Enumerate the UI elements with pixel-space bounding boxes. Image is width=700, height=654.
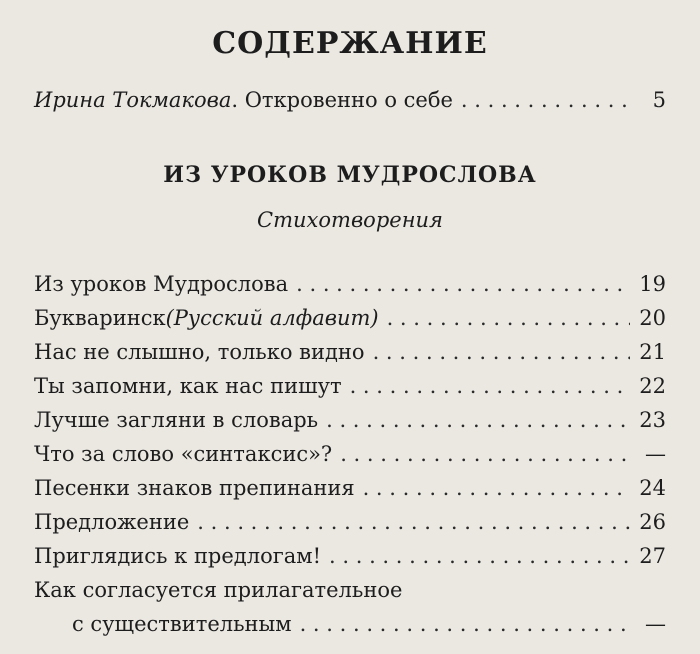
toc-entry	[34, 442, 666, 476]
toc-entry-continuation	[34, 612, 666, 646]
toc-entry	[34, 510, 666, 544]
toc-entry	[34, 408, 666, 442]
toc-entry	[34, 544, 666, 578]
page-number: —	[645, 442, 666, 466]
page-number: 20	[639, 306, 666, 330]
entry-title-note: (Русский алфавит)	[165, 306, 379, 330]
dot-leader	[461, 88, 630, 112]
section-subtitle: Стихотворения	[257, 208, 443, 232]
page-number: 19	[639, 272, 666, 296]
dot-leader	[197, 510, 630, 534]
entry-title: Как согласуется прилагательное	[34, 578, 403, 602]
dot-leader	[350, 374, 630, 398]
dot-leader	[326, 408, 630, 432]
toc-entry	[34, 476, 666, 510]
section-title: ИЗ УРОКОВ МУДРОСЛОВА	[163, 162, 537, 188]
page-number: 24	[639, 476, 666, 500]
dot-leader	[340, 442, 630, 466]
dot-leader	[387, 306, 630, 330]
toc-entry	[34, 306, 666, 340]
entry-title: Ты запомни, как нас пишут	[34, 374, 342, 398]
entry-title: Приглядись к предлогам!	[34, 544, 322, 568]
entry-title: Что за слово «синтаксис»?	[34, 442, 333, 466]
page-number: 27	[639, 544, 666, 568]
entry-title: Из уроков Мудрослова	[34, 272, 289, 296]
intro-author: Ирина Токмакова	[34, 88, 232, 112]
entry-title: Песенки знаков препинания	[34, 476, 355, 500]
entry-title: Букваринск	[34, 306, 166, 330]
intro-title: . Откровенно о себе	[231, 88, 453, 112]
toc-list	[34, 272, 666, 646]
entry-title: Предложение	[34, 510, 190, 534]
toc-entry	[34, 578, 666, 612]
page-number: 21	[639, 340, 666, 364]
dot-leader	[363, 476, 630, 500]
page-number: —	[645, 612, 666, 636]
entry-title: Нас не слышно, только видно	[34, 340, 365, 364]
intro-entry	[34, 88, 666, 112]
toc-entry	[34, 374, 666, 408]
dot-leader	[300, 612, 630, 636]
page-number: 26	[639, 510, 666, 534]
toc-entry	[34, 340, 666, 374]
toc-entry	[34, 272, 666, 306]
entry-title-continued: с существительным	[72, 612, 292, 636]
dot-leader	[373, 340, 630, 364]
dot-leader	[329, 544, 630, 568]
dot-leader	[296, 272, 630, 296]
entry-title: Лучше загляни в словарь	[34, 408, 319, 432]
page-number: 22	[639, 374, 666, 398]
page-title: СОДЕРЖАНИЕ	[212, 26, 488, 61]
page-number: 5	[652, 88, 666, 112]
page-number: 23	[639, 408, 666, 432]
